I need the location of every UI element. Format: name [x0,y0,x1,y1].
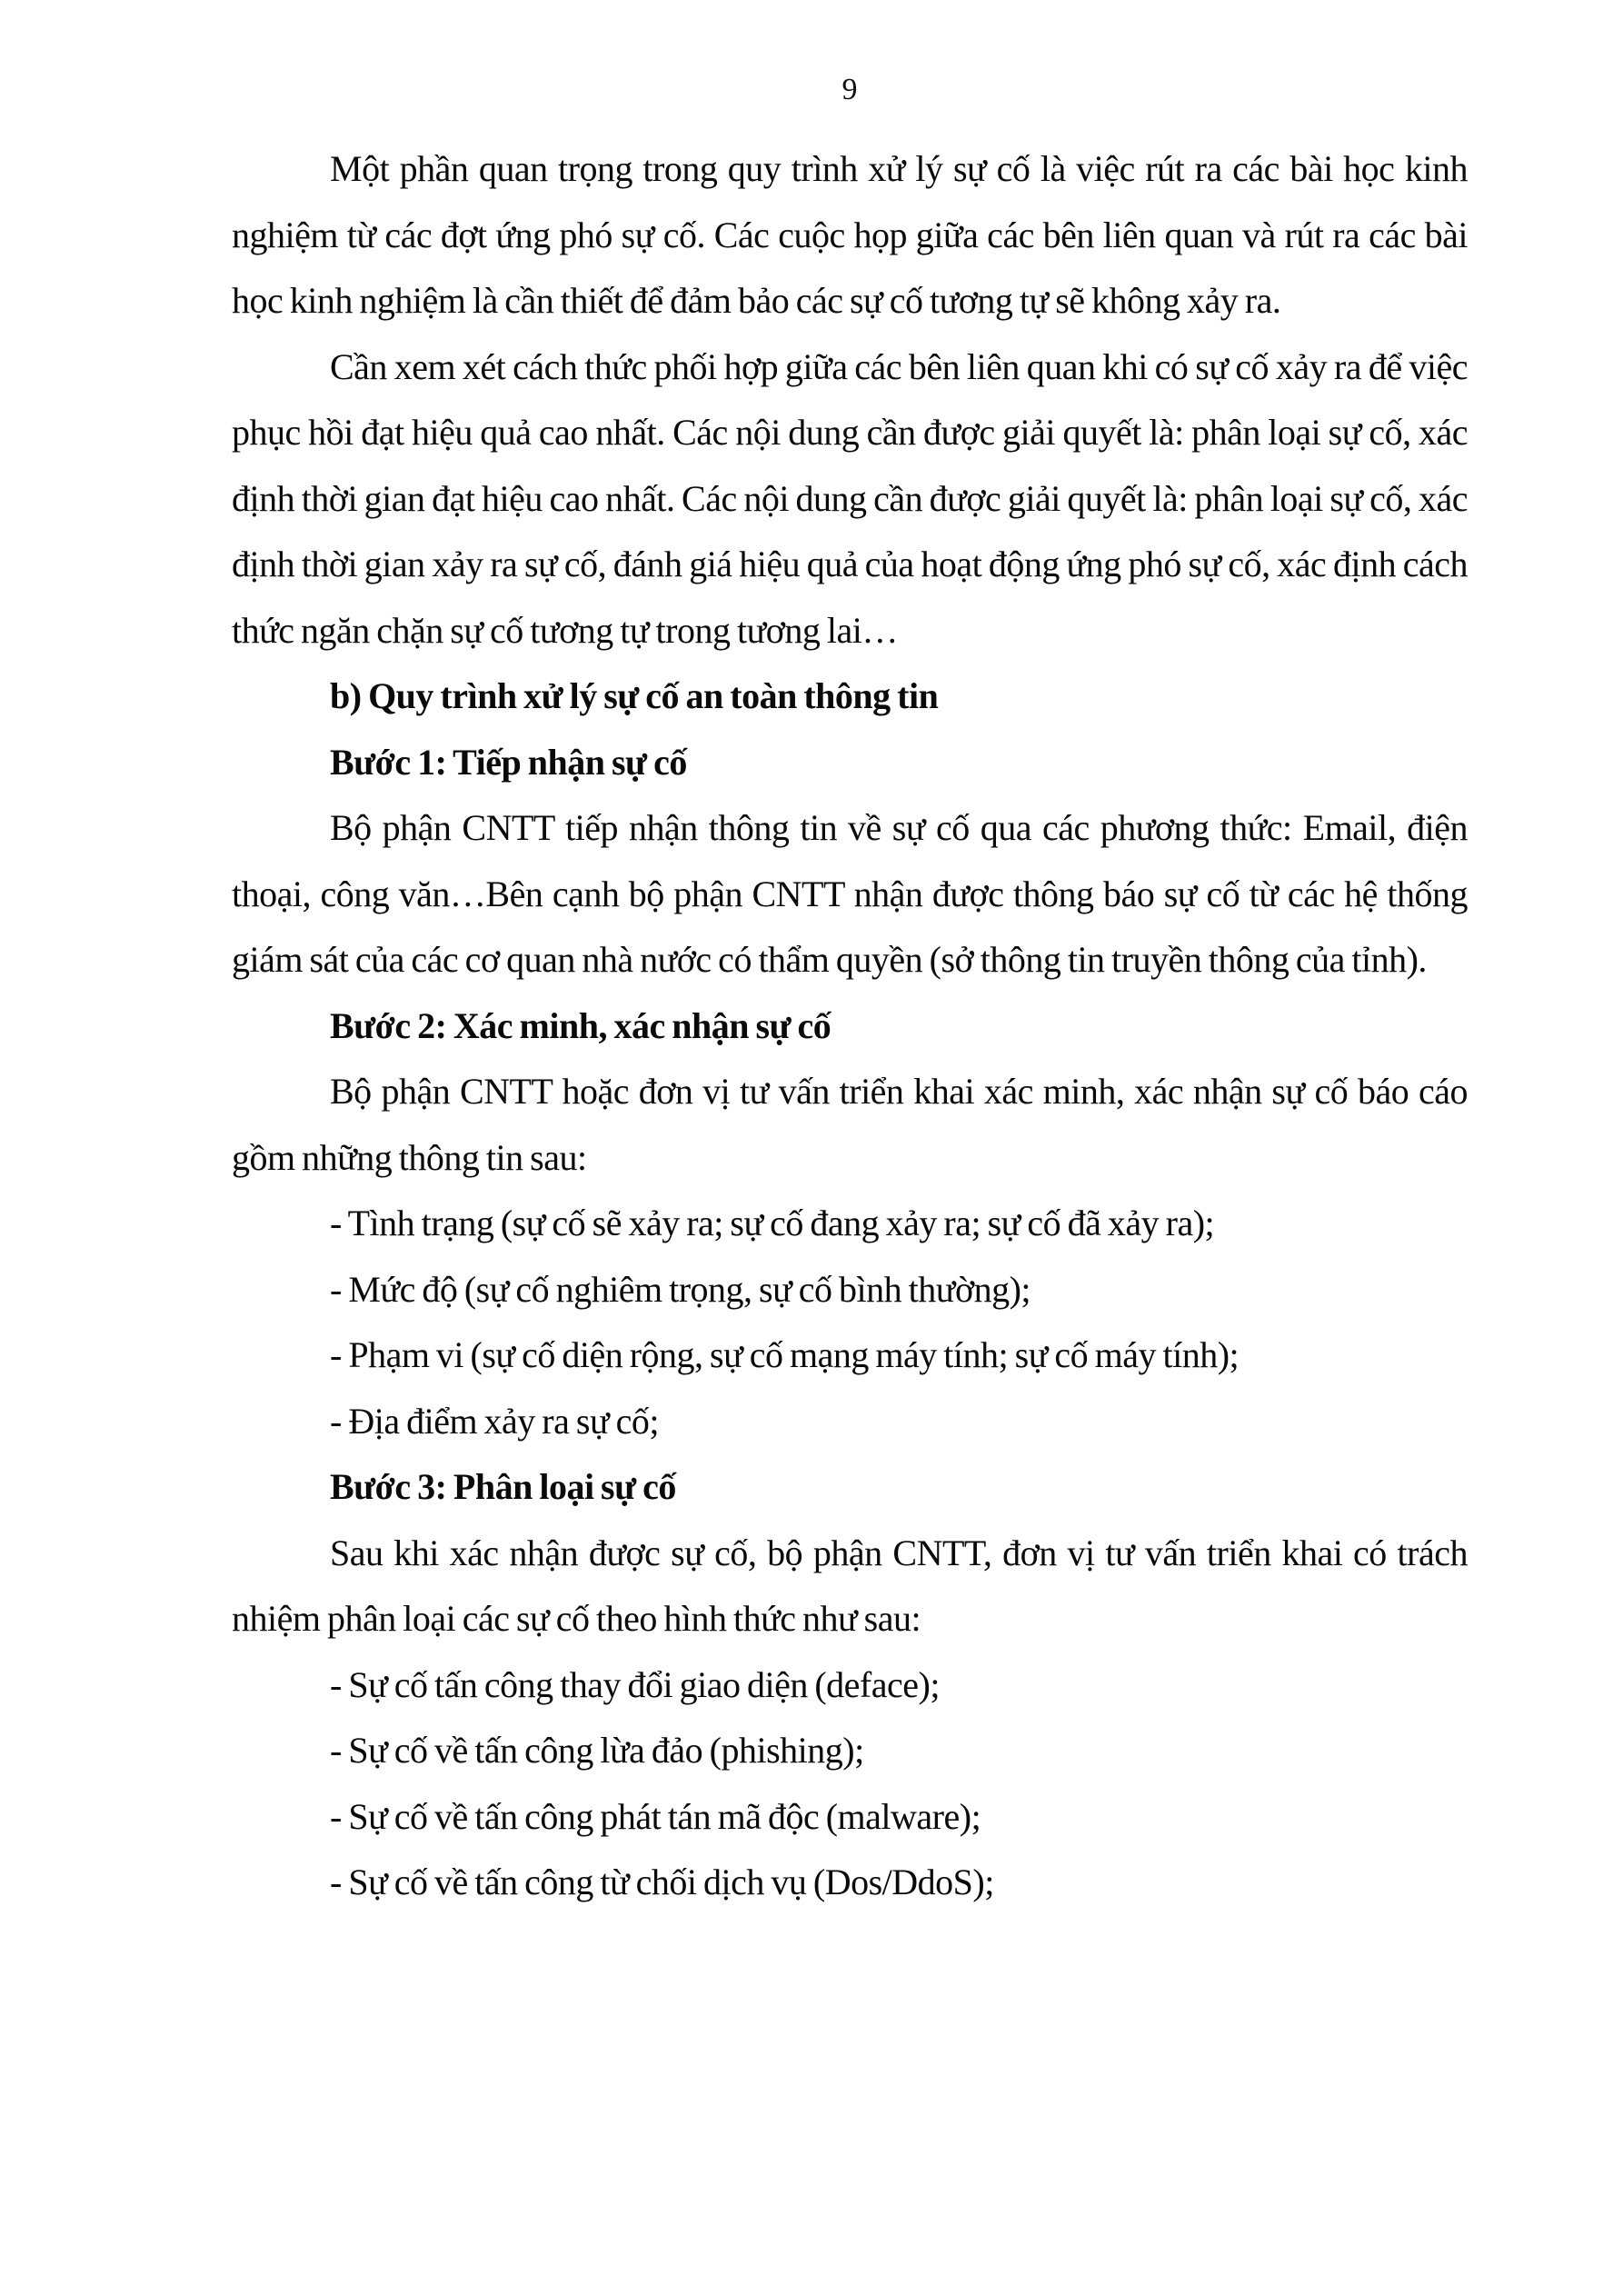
bullet-item: - Mức độ (sự cố nghiêm trọng, sự cố bình thường); [330,1268,1031,1310]
paragraph: Sau khi xác nhận được sự cố, bộ phận CNTT, đơn vị tư vấn triển khai có trách nhiệm phân loại các sự cố theo hình thức như sau: [232,1532,1468,1639]
paragraph: Bộ phận CNTT tiếp nhận thông tin về sự cố qua các phương thức: Email, điện thoại, công văn…Bên cạnh bộ phận CNTT nhận được thông báo sự cố từ các hệ thống giám sát của các cơ quan nhà nước có thẩm quyền (sở thông tin truyền thông của tỉnh). [232,807,1468,980]
bullet-item: - Tình trạng (sự cố sẽ xảy ra; sự cố đang xảy ra; sự cố đã xảy ra); [330,1203,1215,1243]
paragraph: Bộ phận CNTT hoặc đơn vị tư vấn triển khai xác minh, xác nhận sự cố báo cáo gồm những thông tin sau: [232,1071,1468,1178]
document-body [232,136,1468,1916]
section-heading: Bước 3: Phân loại sự cố [330,1466,676,1507]
paragraph: Một phần quan trọng trong quy trình xử lý sự cố là việc rút ra các bài học kinh nghiệm từ các đợt ứng phó sự cố. Các cuộc họp giữa các bên liên quan và rút ra các bài học kinh nghiệm là cần thiết để đảm bảo các sự cố tương tự sẽ không xảy ra. [232,148,1468,321]
bullet-item: - Phạm vi (sự cố diện rộng, sự cố mạng máy tính; sự cố máy tính); [330,1334,1240,1375]
bullet-item: - Sự cố về tấn công lừa đảo (phishing); [330,1730,864,1771]
bullet-item: - Địa điểm xảy ra sự cố; [330,1400,659,1442]
bullet-item: - Sự cố về tấn công từ chối dịch vụ (Dos/DdoS); [330,1862,994,1902]
paragraph: Cần xem xét cách thức phối hợp giữa các bên liên quan khi có sự cố xảy ra để việc phục hồi đạt hiệu quả cao nhất. Các nội dung cần được giải quyết là: phân loại sự cố, xác định thời gian đạt hiệu cao nhất. Các nội dung cần được giải quyết là: phân loại sự cố, xác định thời gian xảy ra sự cố, đánh giá hiệu quả của hoạt động ứng phó sự cố, xác định cách thức ngăn chặn sự cố tương tự trong tương lai… [232,345,1468,651]
page-number: 9 [841,73,858,106]
bullet-item: - Sự cố về tấn công phát tán mã độc (malware); [330,1795,981,1837]
section-heading: Bước 1: Tiếp nhận sự cố [330,741,687,783]
section-heading: b) Quy trình xử lý sự cố an toàn thông tin [330,675,939,716]
bullet-item: - Sự cố tấn công thay đổi giao diện (deface); [330,1663,940,1705]
section-heading: Bước 2: Xác minh, xác nhận sự cố [330,1004,831,1046]
